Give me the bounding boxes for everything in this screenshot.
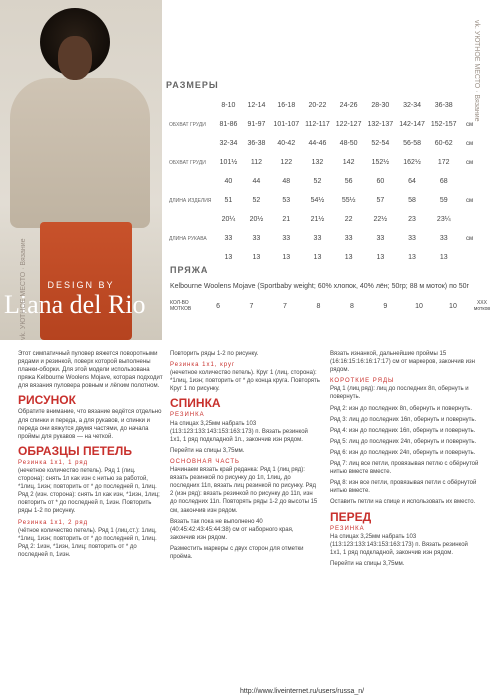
- size-value: 101½: [219, 159, 238, 166]
- sizes-heading: РАЗМЕРЫ: [166, 80, 219, 90]
- size-value: 152-157: [430, 121, 457, 128]
- face-shape: [58, 36, 92, 80]
- front-text: На спицах 3,25мм набрать 103 (113:123:133:143:153:163:173) п. Вязать резинкой 1х1, 1 ряд подкладной, закончив изн рядом.: [330, 533, 468, 556]
- sub-short-rows: КОРОТКИЕ РЯДЫ: [330, 378, 395, 385]
- section-drawing: РИСУНОК: [18, 393, 76, 408]
- size-value: 33: [408, 235, 416, 242]
- size-value: 28-30: [371, 102, 390, 109]
- column-3: [330, 350, 480, 571]
- row-label: [166, 96, 214, 115]
- size-value: 33: [439, 235, 448, 242]
- sizes-row: [166, 210, 480, 229]
- size-value: 13: [439, 254, 448, 261]
- row-unit: см: [466, 121, 474, 128]
- yarn-count: 10: [415, 302, 423, 310]
- size-value: 44-46: [308, 140, 327, 147]
- main-text: Начинаем вязать край реданка: Ряд 1 (лиц ряд): вязать резинкой по рисунку до 1п, 1лиц, до последних 11п, вязать лиц резинкой по рисунку. Ряд 2 (изн ряд): вязать резинкой по рисунку до 11п, изн до последних 11п. Повторять ряды 1-2 до высоты 15 см, закончив изн рядом.: [170, 467, 318, 514]
- brand-logo: Liana del Rio: [4, 290, 146, 319]
- garter-text: (нечетное количество петель). Круг 1 (лиц. сторона): *1лиц, 1изн; повторить от * до конца круга. Повторять Круг 1 по рисунку.: [170, 370, 320, 393]
- size-value: 56-58: [403, 140, 421, 147]
- sub-main: ОСНОВНАЯ ЧАСТЬ: [170, 458, 240, 465]
- row-unit: [460, 248, 480, 267]
- column-2: [170, 350, 320, 564]
- yarn-label: КОЛ-ВО МОТКОВ: [170, 300, 192, 312]
- sub-edge: РЕЗИНКА: [170, 412, 205, 419]
- row-unit: см: [466, 235, 474, 242]
- short-row: Ряд 4: изн до последних 16п, обернуть и повернуть.: [330, 427, 476, 434]
- size-value: 13: [282, 254, 291, 261]
- size-value: 122: [280, 159, 293, 166]
- size-value: 122-127: [335, 121, 362, 128]
- size-value: 81-86: [219, 121, 238, 128]
- size-value: 162½: [403, 159, 421, 166]
- back-text: На спицах 3,25мм набрать 103 (113:123:133:143:153:163:173) п. Вязать резинкой 1х1, 1 ряд подкладной 1п., закончив изн рядом.: [170, 420, 308, 443]
- size-value: 112: [250, 159, 262, 166]
- sizes-row: [166, 96, 480, 115]
- size-value: 57: [376, 197, 385, 204]
- section-samples: ОБРАЗЦЫ ПЕТЕЛЬ: [18, 443, 132, 458]
- size-value: 52-54: [371, 140, 390, 147]
- size-value: 13: [313, 254, 322, 261]
- size-value: 44: [252, 178, 261, 185]
- size-value: 172: [437, 159, 450, 166]
- size-value: 22½: [373, 216, 388, 223]
- size-value: 64: [408, 178, 416, 185]
- section-back: СПИНКА: [170, 396, 221, 411]
- size-value: 33: [282, 235, 291, 242]
- short-row: Ряд 3: лиц до последних 16п, обернуть и повернуть.: [330, 416, 477, 423]
- size-value: 101-107: [273, 121, 300, 128]
- sizes-row: [166, 153, 480, 172]
- size-value: 12-14: [247, 102, 266, 109]
- row-unit: см: [466, 140, 474, 147]
- size-value: 20¼: [221, 216, 236, 223]
- sizes-row: [166, 172, 480, 191]
- size-value: 33: [344, 235, 353, 242]
- yarn-count: 8: [316, 302, 321, 310]
- row-label: ОБХВАТ ГРУДИ: [169, 159, 206, 166]
- yarn-description: Kelbourne Woolens Mojave (Sportbaby weight; 60% хлопок, 40% лён; 50гр; 88 м моток) по 50г: [170, 283, 470, 290]
- size-value: 53: [282, 197, 291, 204]
- size-value: 32-34: [219, 140, 238, 147]
- size-value: 13: [224, 254, 233, 261]
- size-value: 52: [313, 178, 322, 185]
- sub-rib: Резинка 1х1, 1 ряд: [18, 459, 89, 466]
- sub-front-edge: РЕЗИНКА: [330, 525, 365, 532]
- size-value: 36-38: [434, 102, 453, 109]
- row-unit: [460, 96, 480, 115]
- short-row: Ряд 6: изн до последних 24п, обернуть и повернуть.: [330, 449, 476, 456]
- sizes-row: [166, 248, 480, 267]
- short-row: Ряд 5: лиц до последних 24п, обернуть и повернуть.: [330, 438, 477, 445]
- short-row: Ряд 1 (лиц ряд): лиц до последних 8п, обернуть и повернуть.: [330, 386, 469, 401]
- size-value: 13: [344, 254, 353, 261]
- size-value: 60-62: [434, 140, 453, 147]
- size-value: 21: [282, 216, 291, 223]
- size-value: 68: [439, 178, 448, 185]
- needle-text: Перейти на спицы 3,75мм.: [170, 447, 245, 454]
- brand-small: DESIGN BY: [47, 280, 115, 290]
- yarn-count: 7: [249, 302, 254, 310]
- size-value: 21½: [310, 216, 325, 223]
- section-front: ПЕРЕД: [330, 509, 372, 524]
- size-value: 48: [282, 178, 291, 185]
- row-unit: см: [466, 159, 474, 166]
- watermark-right: vk. УЮТНОЕ МЕСТО · Вязание: [473, 20, 480, 122]
- size-value: 24-26: [339, 102, 358, 109]
- size-value: 40: [224, 178, 233, 185]
- row-unit: см: [466, 197, 474, 204]
- front-needle-text: Перейти на спицы 3,75мм.: [330, 560, 405, 567]
- size-value: 20-22: [308, 102, 327, 109]
- size-value: 59: [439, 197, 448, 204]
- sub-rib2: Резинка 1х1, 2 ряд: [18, 519, 89, 526]
- yarn-count: 8: [349, 302, 354, 310]
- length-text: Вязать так пока не выполнено 40 (40:45:42:43:45:44:38) см от наборного края, закончив изн рядом.: [170, 518, 294, 541]
- size-value: 33: [376, 235, 385, 242]
- row-label: [166, 210, 214, 229]
- armhole-text: Вязать изнанкой, дальнейшие проймы 15 (16:16:15:16:16:17:17) см от маркеров, закончив изн рядом.: [330, 351, 475, 374]
- yarn-unit: XXX мотков: [473, 300, 491, 312]
- row-unit: [460, 172, 480, 191]
- row-label: ДЛИНА РУКАВА: [169, 235, 207, 242]
- sizes-row: [166, 191, 480, 210]
- sizes-row: [166, 134, 480, 153]
- yarn-count: 7: [283, 302, 287, 310]
- repeat-text: Повторить ряды 1-2 по рисунку.: [170, 351, 259, 357]
- markers-text: Разместить маркеры с двух сторон для отметки проёма.: [170, 545, 304, 560]
- size-value: 32-34: [403, 102, 421, 109]
- row-label: [166, 134, 214, 153]
- yarn-count: 6: [216, 302, 220, 310]
- row-label: ОБХВАТ ГРУДИ: [169, 121, 206, 128]
- size-value: 56: [344, 178, 353, 185]
- short-row: Оставить петли на спице и использовать их вместо.: [330, 499, 476, 506]
- sizes-table: [166, 96, 480, 267]
- size-value: 132-137: [367, 121, 394, 128]
- size-value: 13: [408, 254, 416, 261]
- size-value: 152½: [371, 159, 390, 166]
- size-value: 91-97: [247, 121, 266, 128]
- drawing-text: Обратите внимание, что вязание ведётся отдельно для спинки и переда, а для рукавов, и спинки и переда они вяжутся двумя частями, до начала проймы для рукавов — на четкой.: [18, 409, 162, 440]
- rib-text: (нечетное количество петель). Ряд 1 (лиц. сторона): снять 1п как изн с нитью за работой, *1лиц, 1изн; повторить от * до последней п, 1лиц. Ряд 2 (изн. сторона): снять 1п как изн, *1изн, 1лиц; повторить от * до последней п, 1изн. Повторить ряды 1-2 по рисунку.: [18, 467, 160, 515]
- size-value: 13: [376, 254, 385, 261]
- row-label: [166, 172, 214, 191]
- yarn-heading: ПРЯЖА: [170, 265, 209, 275]
- short-row: Ряд 8: изн все петли, провязывая петли с обёрнутой нитью вместе.: [330, 480, 477, 495]
- size-value: 51: [224, 197, 233, 204]
- watermark-left: vk. УЮТНОЕ МЕСТО · Вязание: [20, 238, 27, 340]
- size-value: 40-42: [277, 140, 296, 147]
- sizes-row: [166, 229, 480, 248]
- short-row: Ряд 7: лиц все петли, провязывая петлю с обёрнутой нитью вместе вместе.: [330, 461, 479, 476]
- size-value: 58: [408, 197, 416, 204]
- size-value: 33: [252, 235, 261, 242]
- short-row: Ряд 2: изн до последних 8п, обернуть и повернуть.: [330, 405, 473, 412]
- size-value: 55½: [341, 197, 356, 204]
- size-value: 20½: [249, 216, 264, 223]
- size-value: 33: [224, 235, 233, 242]
- intro-text: Этот симпатичный пуловер вяжется поворотными рядами и резинкой, поверх которой выполнены планки-оборки. Для этой модели использована пряжа Kelbourne Woolens Mojave, которая подходит для вязания пуловера ровным и лёгким полотном.: [18, 351, 163, 390]
- rib2-text: (чётное количество петель). Ряд 1 (лиц.ст.): 1лиц, *1лиц, 1изн; повторить от * до последней п, 1лиц. Ряд 2: 1изн, *1изн, 1лиц; повторить от * до последней п, 1изн.: [18, 527, 157, 558]
- size-value: 33: [313, 235, 322, 242]
- size-value: 23: [408, 216, 416, 223]
- source-url: http://www.liveinternet.ru/users/russa_n/: [240, 688, 365, 695]
- yarn-count: 9: [383, 302, 388, 310]
- size-value: 13: [252, 254, 261, 261]
- size-value: 23¼: [436, 216, 451, 223]
- size-value: 60: [376, 178, 385, 185]
- size-value: 22: [344, 216, 353, 223]
- size-value: 16-18: [277, 102, 296, 109]
- size-value: 142: [342, 159, 355, 166]
- row-unit: [460, 210, 480, 229]
- size-value: 36-38: [247, 140, 266, 147]
- size-value: 48-50: [339, 140, 358, 147]
- yarn-count: 10: [449, 302, 457, 310]
- size-value: 52: [252, 197, 261, 204]
- size-value: 8-10: [221, 102, 236, 109]
- sweater-shape: [10, 78, 150, 228]
- size-value: 132: [311, 159, 324, 166]
- yarn-table: [166, 300, 494, 312]
- column-1: [18, 350, 163, 562]
- sizes-row: [166, 115, 480, 134]
- size-value: 54½: [310, 197, 325, 204]
- row-label: ДЛИНА ИЗДЕЛИЯ: [169, 197, 212, 204]
- size-value: 112-117: [305, 121, 330, 128]
- sub-garter: Резинка 1х1, круг: [170, 362, 236, 369]
- size-value: 142-147: [399, 121, 425, 128]
